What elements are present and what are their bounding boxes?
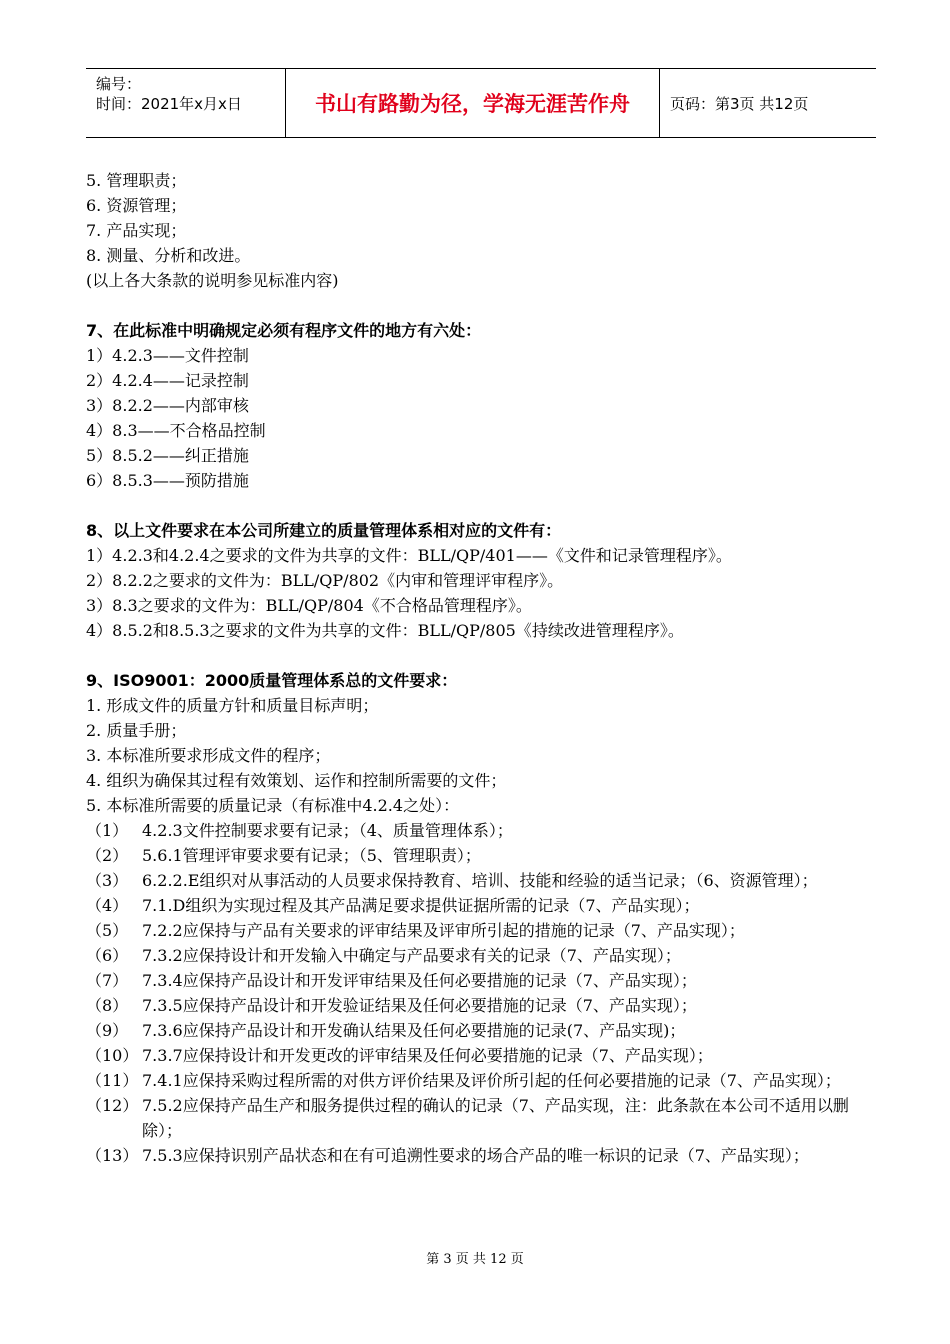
header-code-label: 编号：: [96, 75, 142, 93]
record-number: （7）: [86, 971, 129, 990]
record-number: （2）: [86, 846, 129, 865]
record-number: （13）: [86, 1146, 139, 1165]
record-text: 7.1.D组织为实现过程及其产品满足要求提供证据所需的记录（7、产品实现）；: [142, 896, 700, 915]
record-number: （8）: [86, 996, 129, 1015]
header-meta: [86, 69, 286, 137]
record-item: [86, 843, 880, 868]
record-text: 7.3.4应保持产品设计和开发评审结果及任何必要措施的记录（7、产品实现）；: [142, 971, 697, 990]
record-number: （10）: [86, 1046, 139, 1065]
page-footer: 第 3 页 共 12 页: [426, 1252, 524, 1267]
record-number: （4）: [86, 896, 129, 915]
record-item: [86, 868, 880, 893]
note-text: (以上各大条款的说明参见标准内容): [86, 271, 339, 290]
section-heading: 8、以上文件要求在本公司所建立的质量管理体系相对应的文件有：: [86, 521, 562, 540]
record-text: 5.6.1管理评审要求要有记录；（5、管理职责）；: [142, 846, 481, 865]
record-item: [86, 1093, 880, 1143]
section-heading: 9、ISO9001：2000质量管理体系总的文件要求：: [86, 671, 458, 690]
section-7: [86, 318, 880, 493]
record-text: 6.2.2.E组织对从事活动的人员要求保持教育、培训、技能和经验的适当记录；（6、资源管理）；: [142, 871, 818, 890]
record-text: 7.3.7应保持设计和开发更改的评审结果及任何必要措施的记录（7、产品实现）；: [142, 1046, 713, 1065]
record-item: [86, 1143, 880, 1168]
record-number: （6）: [86, 946, 129, 965]
section-8: [86, 518, 880, 643]
list-item: 3）8.3之要求的文件为：BLL/QP/804《不合格品管理程序》。: [86, 596, 532, 615]
header-motto: 书山有路勤为径，学海无涯苦作舟: [286, 69, 660, 137]
record-item: [86, 1018, 880, 1043]
list-item: 4）8.3——不合格品控制: [86, 421, 266, 440]
list-item: 6. 资源管理；: [86, 196, 187, 215]
record-item: [86, 943, 880, 968]
list-item: 1）4.2.3和4.2.4之要求的文件为共享的文件：BLL/QP/401——《文件和记录管理程序》。: [86, 546, 732, 565]
list-item: 6）8.5.3——预防措施: [86, 471, 249, 490]
record-number: （5）: [86, 921, 129, 940]
record-item: [86, 818, 880, 843]
record-number: （9）: [86, 1021, 129, 1040]
record-text: 7.3.5应保持产品设计和开发验证结果及任何必要措施的记录（7、产品实现）；: [142, 996, 697, 1015]
list-item: 1）4.2.3——文件控制: [86, 346, 249, 365]
list-item: 1. 形成文件的质量方针和质量目标声明；: [86, 696, 379, 715]
record-item: [86, 993, 880, 1018]
list-item: 2）8.2.2之要求的文件为：BLL/QP/802《内审和管理评审程序》。: [86, 571, 564, 590]
record-number: （11）: [86, 1071, 139, 1090]
record-text: 7.5.3应保持识别产品状态和在有可追溯性要求的场合产品的唯一标识的记录（7、产品实现）；: [142, 1146, 809, 1165]
record-number: （1）: [86, 821, 129, 840]
list-item: 5. 管理职责；: [86, 171, 187, 190]
header-page-info: 页码：第3页 共12页: [670, 94, 809, 113]
list-item: 5. 本标准所需要的质量记录（有标准中4.2.4之处）：: [86, 796, 460, 815]
record-item: [86, 1068, 880, 1093]
record-text: 7.5.2应保持产品生产和服务提供过程的确认的记录（7、产品实现，注：此条款在本公司不适用以删除）；: [142, 1096, 849, 1140]
record-item: [86, 893, 880, 918]
record-item: [86, 918, 880, 943]
list-item: 8. 测量、分析和改进。: [86, 246, 251, 265]
header-time-label: 时间：2021年x月x日: [96, 95, 242, 113]
list-item: 3. 本标准所要求形成文件的程序；: [86, 746, 331, 765]
record-item: [86, 968, 880, 993]
list-item: 4）8.5.2和8.5.3之要求的文件为共享的文件：BLL/QP/805《持续改进管理程序》。: [86, 621, 684, 640]
record-item: [86, 1043, 880, 1068]
list-item: 4. 组织为确保其过程有效策划、运作和控制所需要的文件；: [86, 771, 507, 790]
list-item: 2）4.2.4——记录控制: [86, 371, 249, 390]
record-text: 7.3.2应保持设计和开发输入中确定与产品要求有关的记录（7、产品实现）；: [142, 946, 681, 965]
document-body: [86, 168, 880, 1168]
record-text: 7.3.6应保持产品设计和开发确认结果及任何必要措施的记录(7、产品实现)；: [142, 1021, 686, 1040]
section-9: [86, 668, 880, 1168]
list-item: 5）8.5.2——纠正措施: [86, 446, 249, 465]
record-text: 4.2.3文件控制要求要有记录；（4、质量管理体系）；: [142, 821, 513, 840]
record-number: （12）: [86, 1096, 139, 1115]
section-top: [86, 168, 880, 293]
record-text: 7.2.2应保持与产品有关要求的评审结果及评审所引起的措施的记录（7、产品实现）；: [142, 921, 745, 940]
section-heading: 7、在此标准中明确规定必须有程序文件的地方有六处：: [86, 321, 482, 340]
record-number: （3）: [86, 871, 129, 890]
list-item: 2. 质量手册；: [86, 721, 187, 740]
record-text: 7.4.1应保持采购过程所需的对供方评价结果及评价所引起的任何必要措施的记录（7、产品实现）；: [142, 1071, 841, 1090]
list-item: 3）8.2.2——内部审核: [86, 396, 249, 415]
list-item: 7. 产品实现；: [86, 221, 187, 240]
page-header: [86, 68, 876, 138]
